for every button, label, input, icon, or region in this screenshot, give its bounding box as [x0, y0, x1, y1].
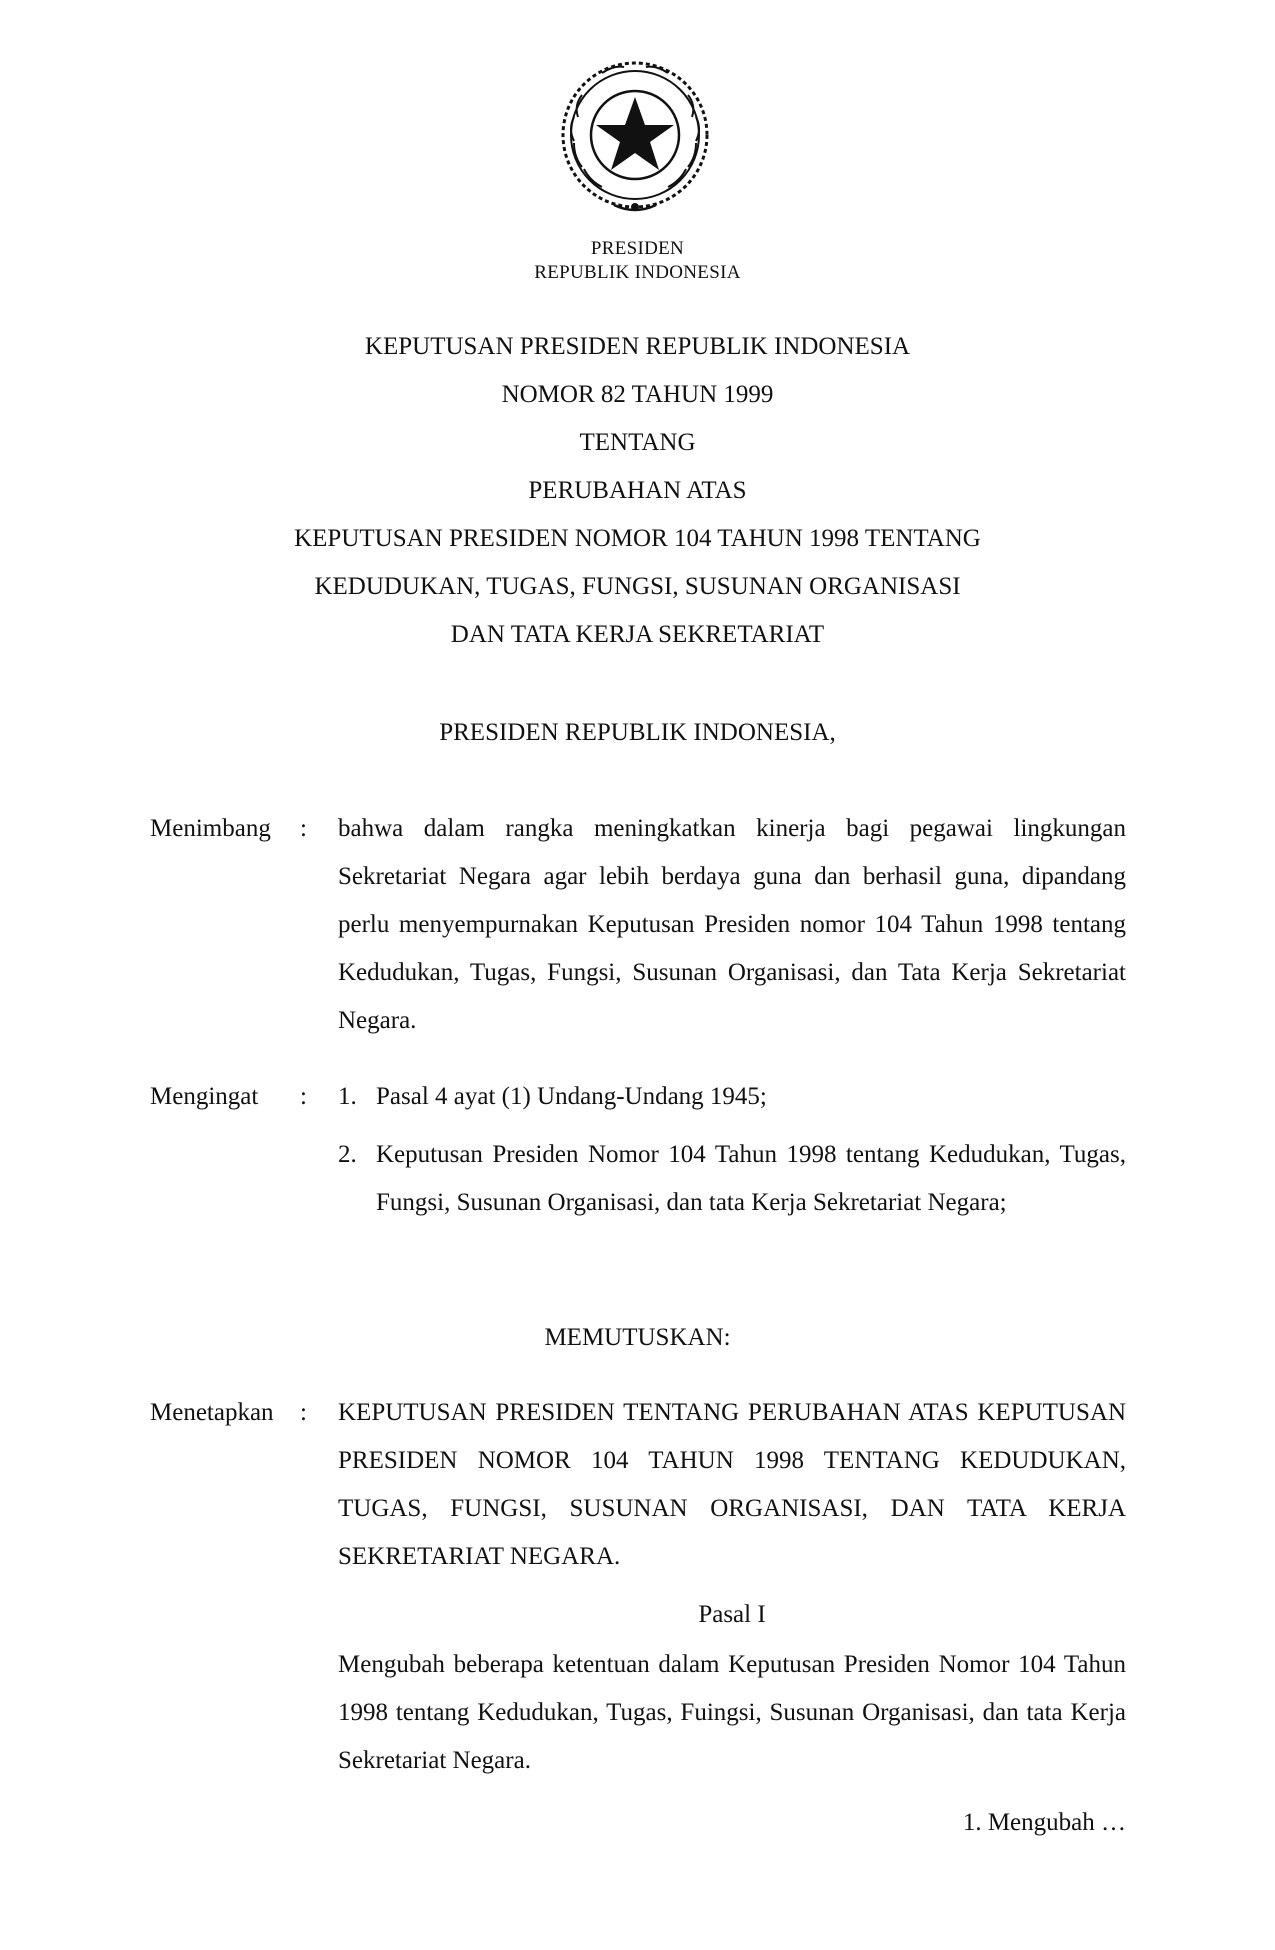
institution-line-1: PRESIDEN	[590, 238, 685, 259]
mengingat-label: Mengingat	[150, 1083, 259, 1110]
memutuskan-heading: MEMUTUSKAN:	[544, 1324, 731, 1351]
title-line-7: DAN TATA KERJA SEKRETARIAT	[450, 621, 825, 648]
institution-line-2: REPUBLIK INDONESIA	[534, 262, 741, 283]
page-continuation: 1. Mengubah …	[962, 1809, 1126, 1836]
title-line-5: KEPUTUSAN PRESIDEN NOMOR 104 TAHUN 1998 TENTANG	[294, 525, 981, 552]
pasal-i-text: Mengubah beberapa ketentuan dalam Keputusan Presiden Nomor 104 Tahun 1998 tentang Kedudukan, Tugas, Fuingsi, Susunan Organisasi, dan tata Kerja Sekretariat Negara.	[338, 1651, 1126, 1774]
mengingat-item-1-number: 1.	[338, 1083, 357, 1110]
title-line-6: KEDUDUKAN, TUGAS, FUNGSI, SUSUNAN ORGANISASI	[314, 573, 961, 600]
menetapkan-label: Menetapkan	[150, 1399, 274, 1426]
title-line-3: TENTANG	[579, 429, 696, 456]
title-line-4: PERUBAHAN ATAS	[528, 477, 747, 504]
title-line-1: KEPUTUSAN PRESIDEN REPUBLIK INDONESIA	[364, 333, 911, 360]
mengingat-item-2-text: Keputusan Presiden Nomor 104 Tahun 1998 tentang Kedudukan, Tugas, Fungsi, Susunan Organisasi, dan tata Kerja Sekretariat Negara;	[376, 1141, 1126, 1216]
menimbang-text: bahwa dalam rangka meningkatkan kinerja bagi pegawai lingkungan Sekretariat Negara agar lebih berdaya guna dan berhasil guna, dipandang perlu menyempurnakan Keputusan Presiden nomor 104 Tahun 1998 tentang Kedudukan, Tugas, Fungsi, Susunan Organisasi, dan Tata Kerja Sekretariat Negara.	[338, 815, 1126, 1034]
title-line-2: NOMOR 82 TAHUN 1999	[501, 381, 774, 408]
authority-line: PRESIDEN REPUBLIK INDONESIA,	[439, 719, 836, 746]
menetapkan-colon: :	[300, 1399, 307, 1426]
pasal-i-heading: Pasal I	[698, 1601, 766, 1628]
garuda-emblem-icon	[552, 55, 718, 225]
mengingat-item-2-number: 2.	[338, 1141, 357, 1168]
menimbang-label: Menimbang	[150, 815, 271, 842]
mengingat-item-1-text: Pasal 4 ayat (1) Undang-Undang 1945;	[376, 1083, 767, 1110]
menetapkan-text: KEPUTUSAN PRESIDEN TENTANG PERUBAHAN ATAS KEPUTUSAN PRESIDEN NOMOR 104 TAHUN 1998 TENTANG KEDUDUKAN, TUGAS, FUNGSI, SUSUNAN ORGANISASI, DAN TATA KERJA SEKRETARIAT NEGARA.	[338, 1399, 1126, 1570]
mengingat-colon: :	[300, 1083, 307, 1110]
menimbang-colon: :	[300, 815, 307, 842]
